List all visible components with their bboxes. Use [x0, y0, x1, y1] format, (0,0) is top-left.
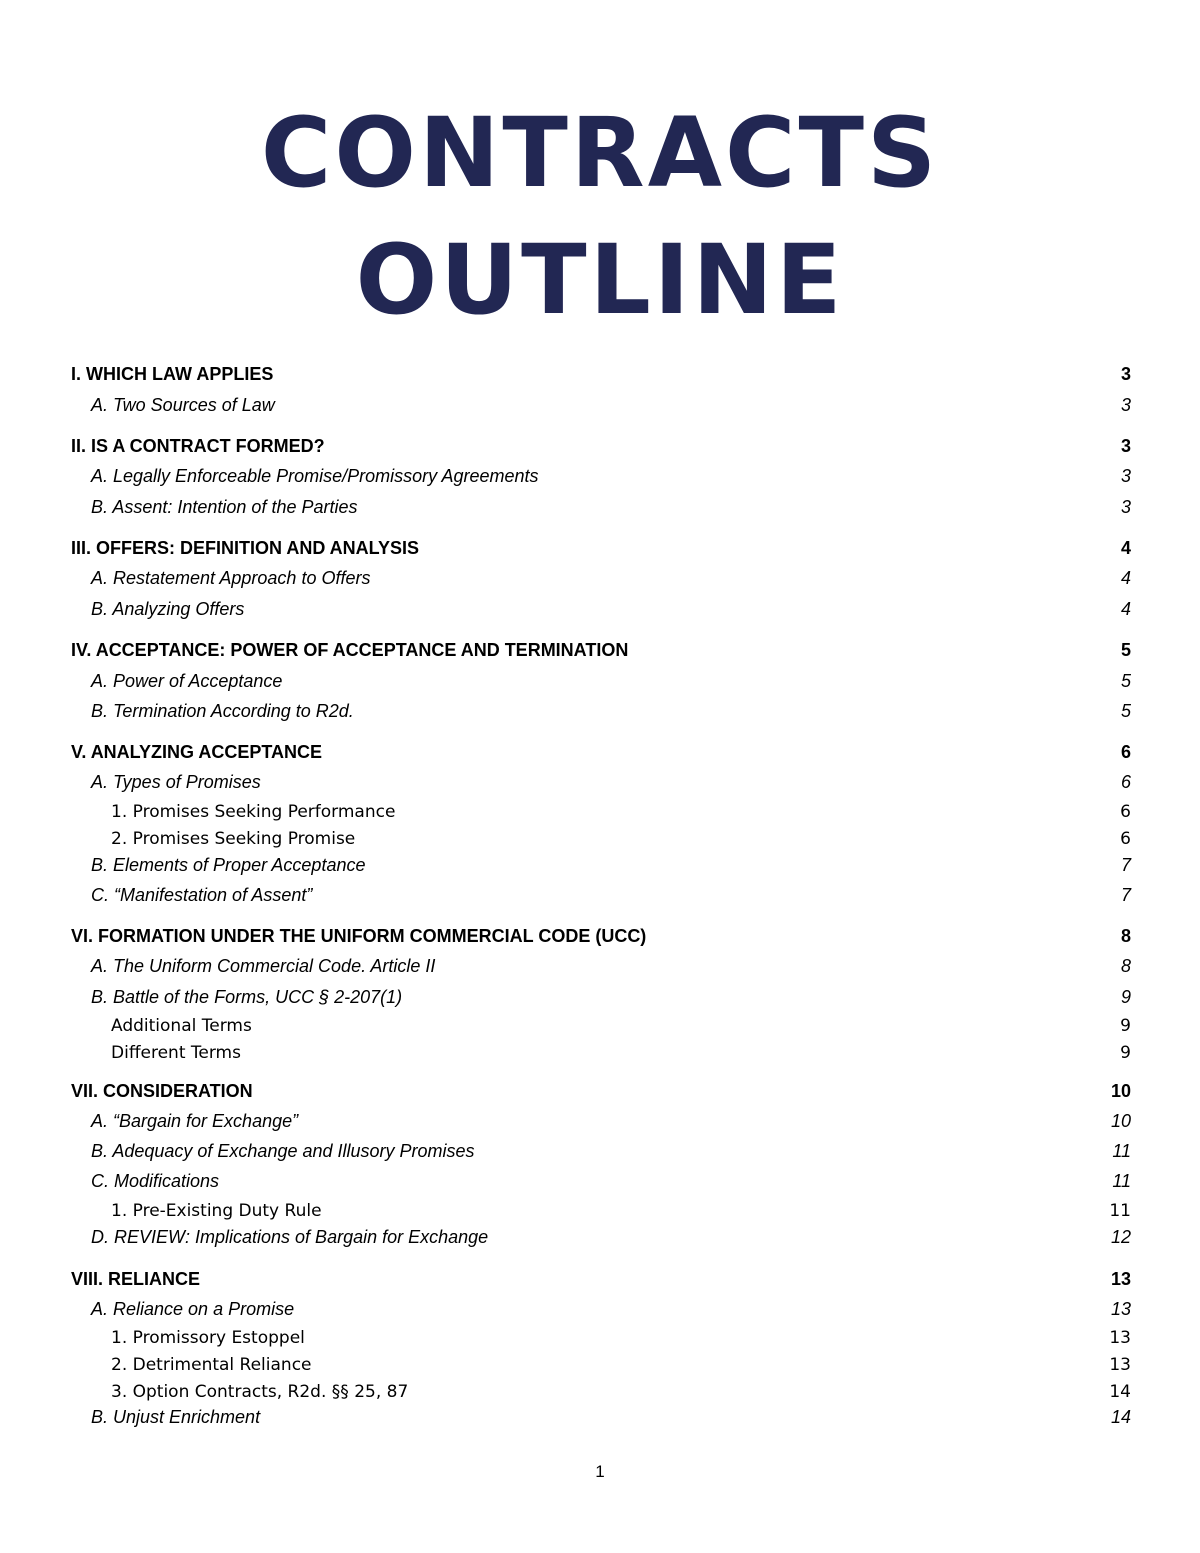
toc-entry-title: D. REVIEW: Implications of Bargain for Exchange [91, 1227, 489, 1247]
toc-entry-title: 1. Promises Seeking Performance [111, 802, 396, 822]
toc-entry-page: 6 [1120, 829, 1131, 849]
toc-entry-page: 7 [1120, 855, 1131, 875]
toc-entry-page: 9 [1120, 1016, 1131, 1036]
toc-entry-page: 5 [1120, 701, 1131, 721]
toc-entry-page: 5 [1120, 671, 1131, 691]
toc-entry-page: 10 [1110, 1111, 1131, 1131]
toc-subsection [71, 1109, 1131, 1133]
toc-entry-page: 13 [1109, 1328, 1131, 1348]
toc-entry-title: IV. ACCEPTANCE: POWER OF ACCEPTANCE AND TERMINATION [71, 640, 629, 660]
toc-entry-title: 3. Option Contracts, R2d. §§ 25, 87 [111, 1382, 409, 1402]
toc-subsection [71, 597, 1131, 621]
toc-entry-page: 9 [1120, 987, 1131, 1007]
toc-entry-page: 6 [1120, 772, 1131, 792]
toc-entry-title: VII. CONSIDERATION [71, 1081, 253, 1101]
toc-entry-page: 3 [1120, 497, 1131, 517]
toc-entry-page: 8 [1120, 926, 1131, 946]
toc-subsection [71, 770, 1131, 794]
toc-section [71, 536, 1131, 560]
toc-section [71, 638, 1131, 662]
toc-entry-title: B. Analyzing Offers [91, 599, 245, 619]
toc-entry-page: 4 [1120, 568, 1131, 588]
toc-entry-title: A. Reliance on a Promise [91, 1299, 295, 1319]
toc-entry-title: B. Battle of the Forms, UCC § 2-207(1) [91, 987, 403, 1007]
toc-subsection [71, 883, 1131, 907]
toc-entry-page: 5 [1120, 640, 1131, 660]
toc-item [71, 1041, 1131, 1065]
toc-entry-title: Different Terms [111, 1043, 241, 1063]
toc-item [71, 1380, 1131, 1404]
toc-entry-title: VIII. RELIANCE [71, 1269, 201, 1289]
toc-entry-title: B. Termination According to R2d. [91, 701, 354, 721]
toc-section [71, 362, 1131, 386]
toc-entry-title: 1. Promissory Estoppel [111, 1328, 305, 1348]
toc-entry-page: 3 [1120, 364, 1131, 384]
toc-entry-title: 2. Promises Seeking Promise [111, 829, 356, 849]
toc-entry-page: 9 [1120, 1043, 1131, 1063]
toc-entry-page: 3 [1120, 395, 1131, 415]
toc-section [71, 924, 1131, 948]
toc-subsection [71, 393, 1131, 417]
toc-entry-title: C. Modifications [91, 1171, 220, 1191]
toc-entry-title: 2. Detrimental Reliance [111, 1355, 312, 1375]
toc-section [71, 1267, 1131, 1291]
toc-entry-page: 10 [1110, 1081, 1131, 1101]
toc-entry-title: I. WHICH LAW APPLIES [71, 364, 274, 384]
toc-subsection [71, 699, 1131, 723]
toc-entry-title: 1. Pre-Existing Duty Rule [111, 1201, 322, 1221]
toc-section [71, 434, 1131, 458]
toc-subsection [71, 669, 1131, 693]
toc-subsection [71, 954, 1131, 978]
toc-subsection [71, 985, 1131, 1009]
toc-subsection [71, 1169, 1131, 1193]
toc-entry-page: 7 [1120, 885, 1131, 905]
toc-section [71, 1079, 1131, 1103]
toc-entry-page: 13 [1109, 1355, 1131, 1375]
page-number: 1 [595, 1462, 605, 1481]
toc-item [71, 800, 1131, 824]
toc-section [71, 740, 1131, 764]
toc-subsection [71, 853, 1131, 877]
toc-entry-page: 11 [1112, 1171, 1131, 1191]
toc-entry-page: 13 [1110, 1299, 1131, 1319]
toc-entry-page: 4 [1120, 538, 1131, 558]
toc-entry-title: B. Unjust Enrichment [91, 1407, 261, 1427]
toc-entry-title: B. Elements of Proper Acceptance [91, 855, 366, 875]
toc-entry-title: C. “Manifestation of Assent” [91, 885, 313, 905]
toc-entry-page: 3 [1120, 436, 1131, 456]
toc-entry-title: A. Legally Enforceable Promise/Promissory Agreements [91, 466, 539, 486]
toc-entry-page: 14 [1109, 1382, 1131, 1402]
toc-entry-page: 8 [1120, 956, 1131, 976]
toc-entry-title: B. Assent: Intention of the Parties [91, 497, 358, 517]
toc-subsection [71, 1405, 1131, 1429]
toc-entry-title: V. ANALYZING ACCEPTANCE [71, 742, 323, 762]
toc-entry-page: 6 [1120, 802, 1131, 822]
toc-subsection [71, 566, 1131, 590]
toc-entry-page: 11 [1109, 1201, 1131, 1221]
toc-entry-page: 12 [1110, 1227, 1131, 1247]
toc-entry-title: A. Restatement Approach to Offers [91, 568, 371, 588]
toc-subsection [71, 1139, 1131, 1163]
toc-subsection [71, 1225, 1131, 1249]
toc-item [71, 827, 1131, 851]
toc-entry-title: II. IS A CONTRACT FORMED? [71, 436, 325, 456]
title-line-1: CONTRACTS [260, 97, 940, 209]
toc-entry-title: III. OFFERS: DEFINITION AND ANALYSIS [71, 538, 420, 558]
toc-entry-page: 11 [1112, 1141, 1131, 1161]
toc-entry-title: VI. FORMATION UNDER THE UNIFORM COMMERCIAL CODE (UCC) [71, 926, 647, 946]
toc-entry-page: 6 [1120, 742, 1131, 762]
toc-entry-title: A. Power of Acceptance [91, 671, 283, 691]
toc-subsection [71, 1297, 1131, 1321]
toc-item [71, 1199, 1131, 1223]
toc-item [71, 1326, 1131, 1350]
toc-item [71, 1014, 1131, 1038]
toc-subsection [71, 464, 1131, 488]
toc-entry-page: 3 [1120, 466, 1131, 486]
title-line-2: OUTLINE [355, 224, 845, 336]
toc-entry-title: A. Two Sources of Law [91, 395, 275, 415]
toc-item [71, 1353, 1131, 1377]
toc-entry-title: A. The Uniform Commercial Code. Article II [91, 956, 436, 976]
toc-entry-title: Additional Terms [111, 1016, 252, 1036]
toc-entry-title: A. “Bargain for Exchange” [91, 1111, 299, 1131]
toc-entry-page: 13 [1110, 1269, 1131, 1289]
toc-subsection [71, 495, 1131, 519]
toc-entry-title: B. Adequacy of Exchange and Illusory Promises [91, 1141, 475, 1161]
toc-entry-page: 14 [1110, 1407, 1131, 1427]
toc-entry-page: 4 [1120, 599, 1131, 619]
toc-entry-title: A. Types of Promises [91, 772, 261, 792]
